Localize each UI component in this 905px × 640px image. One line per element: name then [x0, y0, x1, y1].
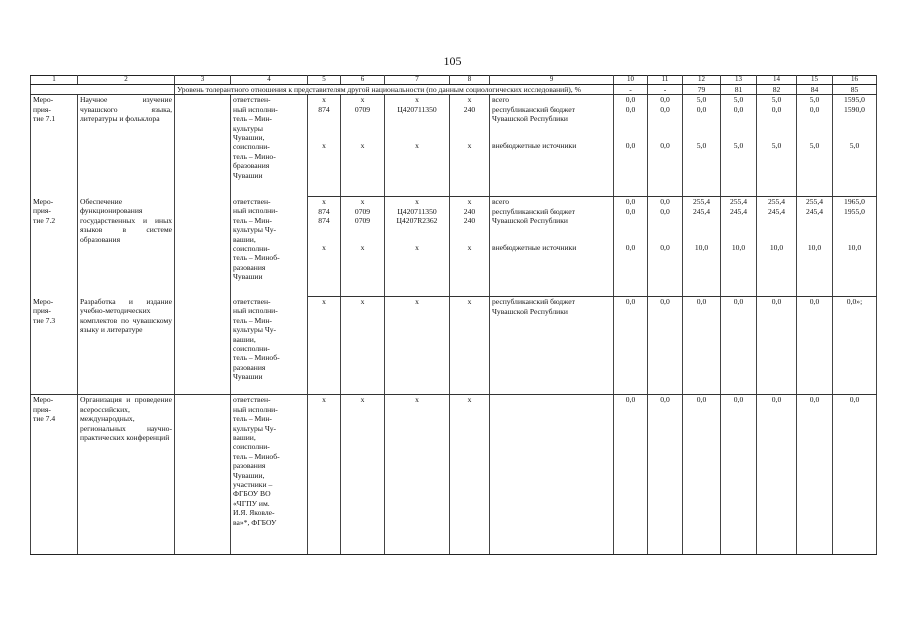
year-value: 0,0 — [797, 395, 833, 555]
year-value: 5,0 — [721, 95, 757, 105]
col-header: 7 — [385, 76, 450, 85]
section-code: х — [341, 95, 385, 105]
year-value: 0,0 — [683, 395, 721, 555]
funding-source: республиканский бюджет Чувашской Республики — [490, 297, 614, 395]
year-value: 5,0 — [757, 95, 797, 105]
year-value: 1965,0 — [833, 197, 877, 207]
empty-cell — [175, 95, 231, 197]
year-value: 0,0 — [648, 197, 683, 207]
year-value: 0,0 — [683, 297, 721, 395]
event-number: Меро- прия- тие 7.4 — [31, 395, 78, 555]
table-row — [31, 297, 877, 395]
grbs-code: х — [308, 297, 341, 395]
grbs-code: х — [308, 395, 341, 555]
expense-type: х — [450, 243, 490, 297]
event-title: Научное изучение чувашского языка, литературы и фольклора — [78, 95, 175, 197]
col-header: 16 — [833, 76, 877, 85]
indicator-value: 84 — [797, 85, 833, 95]
target-article: х — [385, 197, 450, 207]
year-value: 10,0 — [833, 243, 877, 297]
grbs-code: 874 — [308, 105, 341, 141]
col-header: 2 — [78, 76, 175, 85]
expense-type: х — [450, 395, 490, 555]
event-number: Меро- прия- тие 7.2 — [31, 197, 78, 297]
year-value: 5,0 — [757, 141, 797, 197]
year-value: 5,0 — [683, 95, 721, 105]
indicator-value: 79 — [683, 85, 721, 95]
year-value: 10,0 — [797, 243, 833, 297]
year-value: 0,0 — [648, 395, 683, 555]
year-value: 245,4 — [721, 207, 757, 243]
year-value: 1955,0 — [833, 207, 877, 243]
year-value: 10,0 — [721, 243, 757, 297]
year-value: 0,0 — [648, 297, 683, 395]
year-value: 0,0 — [757, 105, 797, 141]
year-value: 0,0 — [614, 207, 648, 243]
section-code: х — [341, 197, 385, 207]
target-article: х — [385, 95, 450, 105]
indicator-value: 82 — [757, 85, 797, 95]
event-title: Обеспечение функционирования государственных и иных языков в системе образования — [78, 197, 175, 297]
year-value: 0,0 — [614, 141, 648, 197]
indicator-value: 85 — [833, 85, 877, 95]
empty-cell — [175, 197, 231, 297]
table-row — [31, 395, 877, 555]
funding-source: внебюджетные источники — [490, 141, 614, 197]
expense-type: х — [450, 297, 490, 395]
year-value: 1590,0 — [833, 105, 877, 141]
col-header: 8 — [450, 76, 490, 85]
year-value: 0,0 — [721, 105, 757, 141]
col-header: 15 — [797, 76, 833, 85]
year-value: 5,0 — [683, 141, 721, 197]
year-value: 1595,0 — [833, 95, 877, 105]
expense-type: х — [450, 141, 490, 197]
expense-type: 240 — [450, 105, 490, 141]
funding-source: республиканский бюджет Чувашской Республики — [490, 207, 614, 243]
target-article: х — [385, 297, 450, 395]
target-article: х — [385, 243, 450, 297]
year-value: 10,0 — [757, 243, 797, 297]
year-value: 255,4 — [721, 197, 757, 207]
year-value: 245,4 — [797, 207, 833, 243]
section-code: 0709 0709 — [341, 207, 385, 243]
year-value: 0,0 — [721, 395, 757, 555]
event-title: Разработка и издание учебно-методических комплектов по чувашскому языку и литературе — [78, 297, 175, 395]
indicator-value: 81 — [721, 85, 757, 95]
col-header: 11 — [648, 76, 683, 85]
column-number-header — [31, 76, 877, 85]
section-code: х — [341, 395, 385, 555]
budget-table — [30, 75, 877, 555]
grbs-code: х — [308, 197, 341, 207]
responsible-executor: ответствен- ный исполни- тель – Мин- культуры Чувашии, соисполни- тель – Мино- бразования Чувашии — [231, 95, 308, 197]
year-value: 0,0 — [757, 395, 797, 555]
year-value: 0,0 — [648, 141, 683, 197]
col-header: 3 — [175, 76, 231, 85]
expense-type: х — [450, 95, 490, 105]
page-number: 105 — [443, 54, 462, 68]
expense-type: 240 240 — [450, 207, 490, 243]
col-header: 1 — [31, 76, 78, 85]
col-header: 12 — [683, 76, 721, 85]
col-header: 9 — [490, 76, 614, 85]
target-article: х — [385, 395, 450, 555]
event-title: Организация и проведение всероссийских, международных, региональных научно-практических конференций — [78, 395, 175, 555]
empty-cell — [175, 395, 231, 555]
year-value: 0,0 — [614, 395, 648, 555]
year-value: 5,0 — [797, 95, 833, 105]
empty-cell — [175, 297, 231, 395]
year-value: 0,0 — [648, 207, 683, 243]
year-value: 245,4 — [683, 207, 721, 243]
target-article: Ц420711350 — [385, 105, 450, 141]
funding-source: всего — [490, 95, 614, 105]
funding-source: внебюджетные источники — [490, 243, 614, 297]
year-value: 0,0 — [757, 297, 797, 395]
grbs-code: х — [308, 243, 341, 297]
indicator-text: Уровень толерантного отношения к представителям другой национальности (по данным социологических исследований), % — [175, 85, 614, 95]
funding-source — [490, 395, 614, 555]
target-article: х — [385, 141, 450, 197]
year-value: 0,0 — [648, 95, 683, 105]
year-value: 0,0 — [721, 297, 757, 395]
grbs-code: 874 874 — [308, 207, 341, 243]
grbs-code: х — [308, 95, 341, 105]
event-number: Меро- прия- тие 7.3 — [31, 297, 78, 395]
year-value: 10,0 — [683, 243, 721, 297]
event-number: Меро- прия- тие 7.1 — [31, 95, 78, 197]
year-value: 0,0 — [614, 95, 648, 105]
indicator-row — [31, 85, 877, 95]
responsible-executor: ответствен- ный исполни- тель – Мин- культуры Чу- вашии, соисполни- тель – Миноб- разования Чувашии — [231, 197, 308, 297]
grbs-code: х — [308, 141, 341, 197]
col-header: 13 — [721, 76, 757, 85]
year-value: 0,0 — [614, 197, 648, 207]
year-value: 0,0 — [614, 243, 648, 297]
year-value: 0,0 — [614, 297, 648, 395]
expense-type: х — [450, 197, 490, 207]
col-header: 10 — [614, 76, 648, 85]
col-header: 5 — [308, 76, 341, 85]
year-value: 255,4 — [683, 197, 721, 207]
year-value: 0,0 — [614, 105, 648, 141]
table-row — [31, 197, 877, 207]
year-value: 5,0 — [797, 141, 833, 197]
year-value: 0,0»; — [833, 297, 877, 395]
year-value: 0,0 — [648, 243, 683, 297]
year-value: 5,0 — [833, 141, 877, 197]
year-value: 0,0 — [648, 105, 683, 141]
funding-source: республиканский бюджет Чувашской Республики — [490, 105, 614, 141]
col-header: 4 — [231, 76, 308, 85]
year-value: 245,4 — [757, 207, 797, 243]
col-header: 6 — [341, 76, 385, 85]
year-value: 0,0 — [797, 105, 833, 141]
table-row — [31, 95, 877, 105]
responsible-executor: ответствен- ный исполни- тель – Мин- культуры Чу- вашии, соисполни- тель – Миноб- разования Чувашии — [231, 297, 308, 395]
year-value: 0,0 — [797, 297, 833, 395]
section-code: х — [341, 243, 385, 297]
year-value: 255,4 — [797, 197, 833, 207]
target-article: Ц420711350 Ц4207R2362 — [385, 207, 450, 243]
year-value: 0,0 — [683, 105, 721, 141]
indicator-value: - — [648, 85, 683, 95]
responsible-executor: ответствен- ный исполни- тель – Мин- культуры Чу- вашии, соисполни- тель – Миноб- разования Чувашии, участники – ФГБОУ ВО «ЧГПУ им. И.Я. Яковле- ва»*, ФГБОУ — [231, 395, 308, 555]
year-value: 5,0 — [721, 141, 757, 197]
year-value: 255,4 — [757, 197, 797, 207]
funding-source: всего — [490, 197, 614, 207]
year-value: 0,0 — [833, 395, 877, 555]
section-code: 0709 — [341, 105, 385, 141]
section-code: х — [341, 141, 385, 197]
col-header: 14 — [757, 76, 797, 85]
indicator-value: - — [614, 85, 648, 95]
section-code: х — [341, 297, 385, 395]
